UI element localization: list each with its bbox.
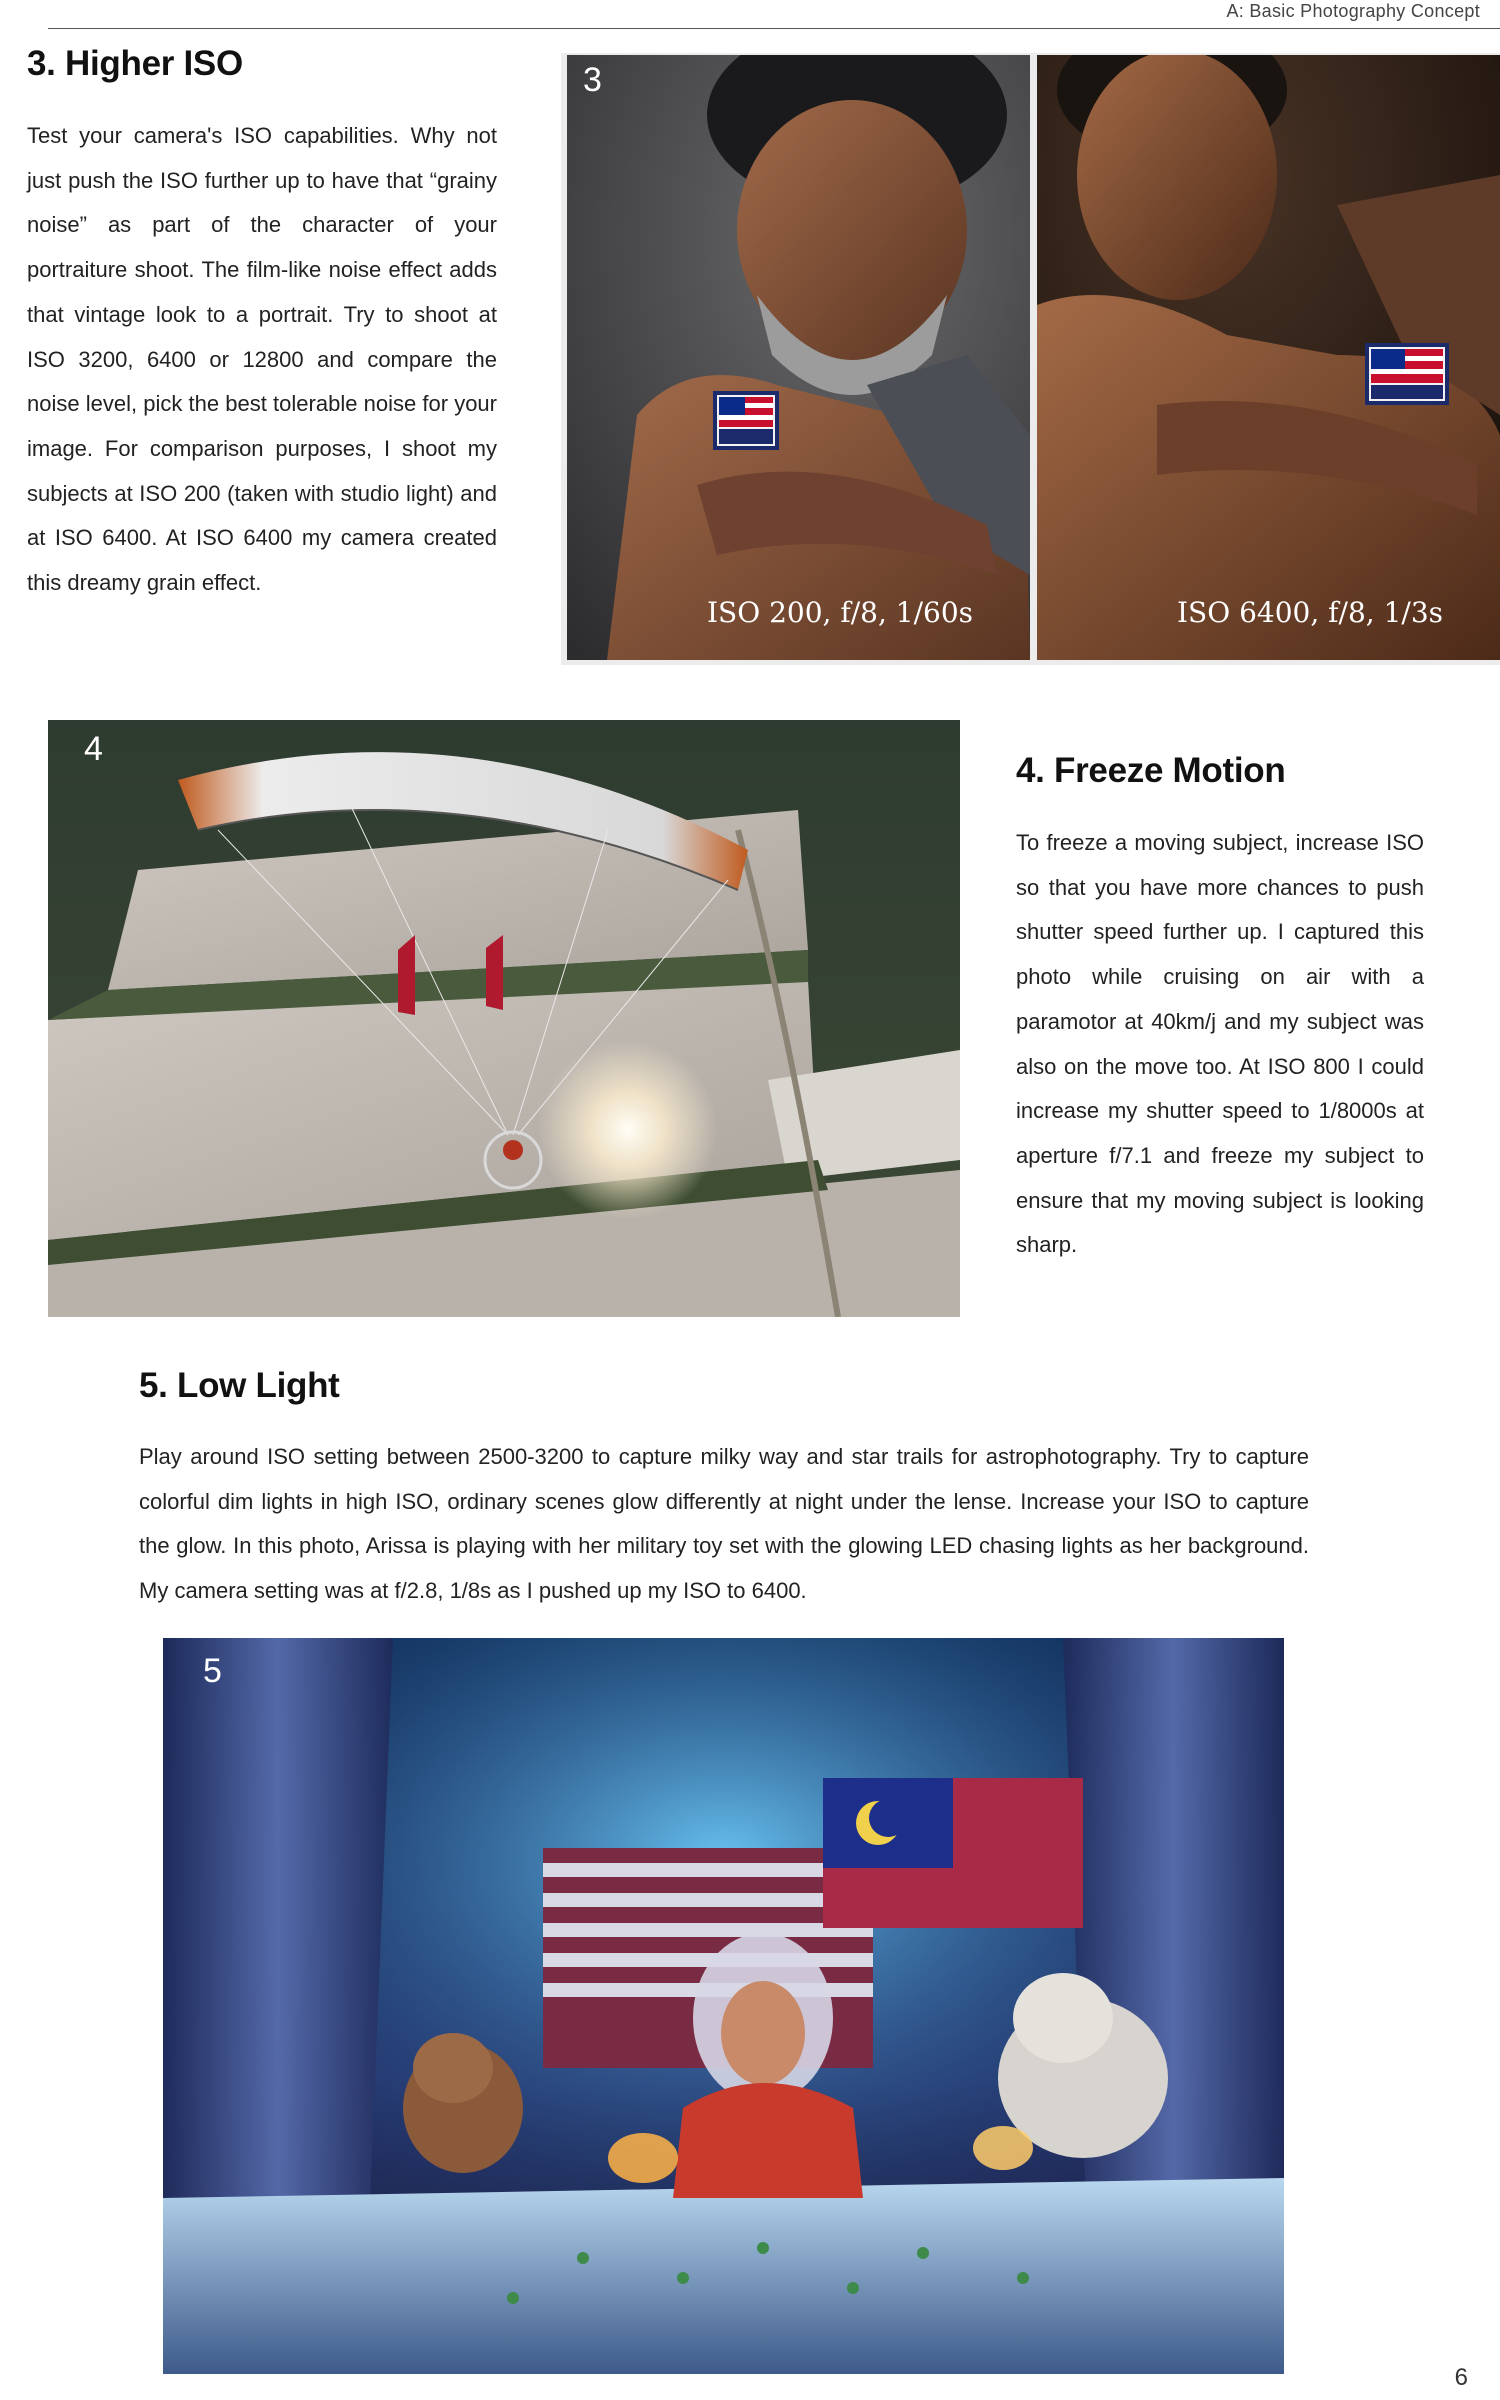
section-3-body: Test your camera's ISO capabilities. Why not just push the ISO further up to have that “grainy noise” as part of the character of your portraiture shoot. The film-like noise effect adds that vintage look to a portrait. Try to shoot at ISO 3200, 6400 or 12800 and compare the noise level, pick the best tolerable noise for your image. For comparison purposes, I shoot my subjects at ISO 200 (taken with studio light) and at ISO 6400. At ISO 6400 my camera created this dreamy grain effect. [27, 123, 497, 596]
running-header: A: Basic Photography Concept [1226, 1, 1480, 21]
iso-200-caption: ISO 200, f/8, 1/60s [707, 596, 973, 629]
low-light-photo [163, 1638, 1284, 2374]
section-5-heading: 5. Low Light [139, 1366, 340, 1405]
photo-4-number: 4 [84, 730, 103, 768]
iso-comparison-photo [561, 53, 1500, 665]
paramotor-photo [48, 720, 960, 1317]
section-5-body: Play around ISO setting between 2500-3200 to capture milky way and star trails for astrophotography. Try to capture colorful dim lights in high ISO, ordinary scenes glow differently at night under the lense. Increase your ISO to capture the glow. In this photo, Arissa is playing with her military toy set with the glowing LED chasing lights as her background. My camera setting was at f/2.8, 1/8s as I pushed up my ISO to 6400. [139, 1444, 1309, 1604]
photo-3-number: 3 [583, 61, 602, 99]
iso-200-portrait [567, 55, 1030, 660]
iso-6400-portrait [1037, 55, 1500, 660]
photo-5-number: 5 [203, 1652, 222, 1690]
iso-6400-caption: ISO 6400, f/8, 1/3s [1177, 596, 1443, 629]
header-rule [48, 28, 1500, 29]
page-number: 6 [1454, 2364, 1468, 2391]
section-3-heading: 3. Higher ISO [27, 44, 243, 83]
section-4-body: To freeze a moving subject, increase ISO so that you have more chances to push shutter speed further up. I captured this photo while cruising on air with a paramotor at 40km/j and my subject was also on the move too. At ISO 800 I could increase my shutter speed to 1/8000s at aperture f/7.1 and freeze my subject to ensure that my moving subject is looking sharp. [1016, 830, 1424, 1258]
section-4-heading: 4. Freeze Motion [1016, 751, 1286, 790]
